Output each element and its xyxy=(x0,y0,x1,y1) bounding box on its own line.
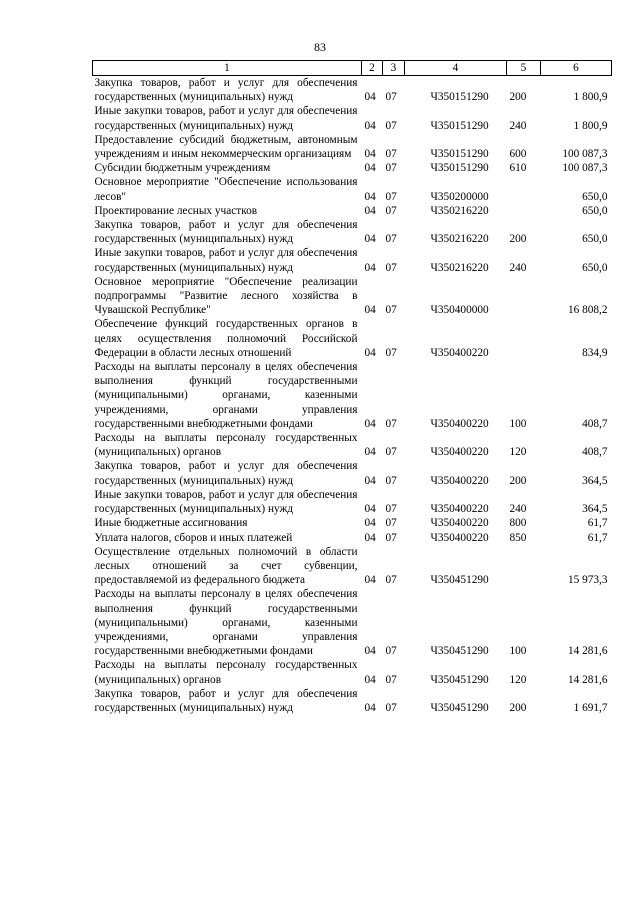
table-row xyxy=(93,104,612,132)
row-sum: 15 973,3 xyxy=(567,574,608,587)
table-row xyxy=(93,587,612,658)
row-podrazdel: 07 xyxy=(385,474,397,487)
row-expense-type: 610 xyxy=(509,162,527,175)
row-razdel: 04 xyxy=(364,233,376,246)
row-name: Обеспечение функций государственных органов в целях осуществления полномочий Российской Федерации в области лесных отношений xyxy=(94,318,358,359)
row-razdel: 04 xyxy=(364,417,376,430)
row-sum: 364,5 xyxy=(582,474,608,487)
row-sum: 1 800,9 xyxy=(573,119,608,132)
table-row xyxy=(93,545,612,588)
row-name: Иные закупки товаров, работ и услуг для обеспечения государственных (муниципальных) нужд xyxy=(94,488,358,516)
row-sum: 364,5 xyxy=(582,503,608,516)
row-expense-type xyxy=(507,275,541,318)
row-podrazdel: 07 xyxy=(385,233,397,246)
row-razdel: 04 xyxy=(364,531,376,544)
table-row xyxy=(93,488,612,516)
row-expense-type: 240 xyxy=(509,119,527,132)
row-name: Расходы на выплаты персоналу в целях обеспечения выполнения функций государственными (муниципальными) органами, казенными учреждениями, органами управления государственными внебюджетными фондами xyxy=(94,588,358,658)
table-row xyxy=(93,658,612,686)
row-podrazdel: 07 xyxy=(385,190,397,203)
table-body xyxy=(93,76,612,716)
row-razdel: 04 xyxy=(364,474,376,487)
row-podrazdel: 07 xyxy=(385,673,397,686)
row-expense-type: 100 xyxy=(509,417,527,430)
table-row xyxy=(93,161,612,175)
row-expense-type xyxy=(507,545,541,588)
row-podrazdel: 07 xyxy=(385,517,397,530)
table-header xyxy=(93,61,612,76)
row-name: Субсидии бюджетным учреждениям xyxy=(94,162,271,175)
row-name: Закупка товаров, работ и услуг для обеспечения государственных (муниципальных) нужд xyxy=(94,687,358,714)
row-name: Иные закупки товаров, работ и услуг для обеспечения государственных (муниципальных) нужд xyxy=(94,247,358,274)
row-target-article: Ч350400000 xyxy=(430,304,489,317)
header-col-2: 2 xyxy=(362,61,383,76)
row-target-article: Ч350200000 xyxy=(430,190,489,203)
budget-table xyxy=(92,60,612,715)
row-target-article: Ч350216220 xyxy=(430,233,489,246)
row-podrazdel: 07 xyxy=(385,503,397,516)
row-target-article: Ч350216220 xyxy=(430,261,489,274)
row-expense-type: 200 xyxy=(509,701,527,714)
row-name: Расходы на выплаты персоналу в целях обеспечения выполнения функций государственными (муниципальными) органами, казенными учреждениями, органами управления государственными внебюджетными фондами xyxy=(94,361,358,430)
row-target-article: Ч350151290 xyxy=(430,162,489,175)
row-target-article: Ч350216220 xyxy=(430,204,489,217)
row-target-article: Ч350451290 xyxy=(430,673,489,686)
row-name: Основное мероприятие "Обеспечение использования лесов" xyxy=(94,176,358,203)
row-podrazdel: 07 xyxy=(385,346,397,359)
row-name: Иные закупки товаров, работ и услуг для обеспечения государственных (муниципальных) нужд xyxy=(94,105,358,132)
row-podrazdel: 07 xyxy=(385,91,397,104)
row-sum: 16 808,2 xyxy=(567,304,608,317)
table-row xyxy=(93,360,612,431)
table-row xyxy=(93,431,612,459)
row-sum: 1 691,7 xyxy=(573,701,608,714)
row-podrazdel: 07 xyxy=(385,261,397,274)
row-razdel: 04 xyxy=(364,304,376,317)
row-razdel: 04 xyxy=(364,346,376,359)
row-name: Закупка товаров, работ и услуг для обеспечения государственных (муниципальных) нужд xyxy=(94,219,358,246)
row-expense-type: 200 xyxy=(509,91,527,104)
table-row xyxy=(93,317,612,360)
row-razdel: 04 xyxy=(364,645,376,658)
row-target-article: Ч350451290 xyxy=(430,574,489,587)
row-expense-type: 800 xyxy=(509,517,527,530)
row-podrazdel: 07 xyxy=(385,204,397,217)
row-podrazdel: 07 xyxy=(385,701,397,714)
row-target-article: Ч350151290 xyxy=(430,91,489,104)
row-podrazdel: 07 xyxy=(385,645,397,658)
row-razdel: 04 xyxy=(364,261,376,274)
row-razdel: 04 xyxy=(364,162,376,175)
table-row xyxy=(93,459,612,487)
row-sum: 14 281,6 xyxy=(567,645,608,658)
row-expense-type: 120 xyxy=(509,446,527,459)
row-sum: 100 087,3 xyxy=(562,148,608,161)
row-name: Расходы на выплаты персоналу государственных (муниципальных) органов xyxy=(94,432,358,459)
row-sum: 650,0 xyxy=(582,261,608,274)
row-razdel: 04 xyxy=(364,574,376,587)
row-sum: 61,7 xyxy=(587,517,608,530)
row-podrazdel: 07 xyxy=(385,446,397,459)
table-row xyxy=(93,76,612,105)
row-expense-type: 200 xyxy=(509,233,527,246)
row-name: Закупка товаров, работ и услуг для обеспечения государственных (муниципальных) нужд xyxy=(94,77,358,104)
row-razdel: 04 xyxy=(364,190,376,203)
row-sum: 408,7 xyxy=(582,446,608,459)
row-sum: 834,9 xyxy=(582,346,608,359)
row-razdel: 04 xyxy=(364,148,376,161)
row-target-article: Ч350400220 xyxy=(430,517,489,530)
row-name: Осуществление отдельных полномочий в области лесных отношений за счет субвенции, предоставляемой из федерального бюджета xyxy=(94,545,358,587)
row-razdel: 04 xyxy=(364,204,376,217)
row-expense-type xyxy=(507,204,541,218)
row-expense-type: 240 xyxy=(509,261,527,274)
row-expense-type: 120 xyxy=(509,673,527,686)
row-expense-type: 100 xyxy=(509,645,527,658)
row-sum: 650,0 xyxy=(582,233,608,246)
table-row xyxy=(93,218,612,246)
row-razdel: 04 xyxy=(364,91,376,104)
row-target-article: Ч350400220 xyxy=(430,346,489,359)
row-podrazdel: 07 xyxy=(385,304,397,317)
row-target-article: Ч350451290 xyxy=(430,645,489,658)
row-expense-type: 200 xyxy=(509,474,527,487)
row-target-article: Ч350451290 xyxy=(430,701,489,714)
row-razdel: 04 xyxy=(364,517,376,530)
row-name: Проектирование лесных участков xyxy=(94,204,258,217)
row-expense-type: 850 xyxy=(509,531,527,544)
row-expense-type: 240 xyxy=(509,503,527,516)
table-row xyxy=(93,175,612,203)
row-podrazdel: 07 xyxy=(385,162,397,175)
row-razdel: 04 xyxy=(364,119,376,132)
row-target-article: Ч350151290 xyxy=(430,148,489,161)
row-sum: 650,0 xyxy=(582,190,608,203)
row-target-article: Ч350400220 xyxy=(430,531,489,544)
row-sum: 61,7 xyxy=(587,531,608,544)
row-razdel: 04 xyxy=(364,673,376,686)
row-target-article: Ч350151290 xyxy=(430,119,489,132)
row-name: Иные бюджетные ассигнования xyxy=(94,517,248,530)
row-sum: 14 281,6 xyxy=(567,673,608,686)
row-sum: 1 800,9 xyxy=(573,91,608,104)
row-podrazdel: 07 xyxy=(385,531,397,544)
table-row xyxy=(93,246,612,274)
table-row xyxy=(93,687,612,715)
row-name: Основное мероприятие "Обеспечение реализации подпрограммы "Развитие лесного хозяйства в Чувашской Республике" xyxy=(94,275,358,317)
row-podrazdel: 07 xyxy=(385,417,397,430)
table-row xyxy=(93,275,612,318)
table-row xyxy=(93,204,612,218)
row-sum: 100 087,3 xyxy=(562,162,608,175)
row-target-article: Ч350400220 xyxy=(430,503,489,516)
row-sum: 408,7 xyxy=(582,417,608,430)
row-sum: 650,0 xyxy=(582,204,608,217)
row-target-article: Ч350400220 xyxy=(430,417,489,430)
header-col-4: 4 xyxy=(405,61,507,76)
header-col-3: 3 xyxy=(383,61,405,76)
row-target-article: Ч350400220 xyxy=(430,474,489,487)
row-name: Предоставление субсидий бюджетным, автономным учреждениям и иным некоммерческим организациям xyxy=(94,133,358,161)
row-expense-type: 600 xyxy=(509,148,527,161)
row-razdel: 04 xyxy=(364,446,376,459)
row-expense-type xyxy=(507,317,541,360)
row-name: Закупка товаров, работ и услуг для обеспечения государственных (муниципальных) нужд xyxy=(94,460,358,487)
row-expense-type xyxy=(507,175,541,203)
page-number: 83 xyxy=(314,40,326,54)
header-col-6: 6 xyxy=(541,61,612,76)
row-podrazdel: 07 xyxy=(385,148,397,161)
row-target-article: Ч350400220 xyxy=(430,446,489,459)
header-row xyxy=(93,61,612,76)
table-row xyxy=(93,531,612,545)
row-name: Уплата налогов, сборов и иных платежей xyxy=(94,531,293,544)
table-row xyxy=(93,133,612,161)
row-podrazdel: 07 xyxy=(385,574,397,587)
row-podrazdel: 07 xyxy=(385,119,397,132)
header-col-5: 5 xyxy=(507,61,541,76)
table-row xyxy=(93,516,612,530)
row-name: Расходы на выплаты персоналу государственных (муниципальных) органов xyxy=(94,659,358,686)
row-razdel: 04 xyxy=(364,701,376,714)
row-razdel: 04 xyxy=(364,503,376,516)
header-col-1: 1 xyxy=(93,61,362,76)
